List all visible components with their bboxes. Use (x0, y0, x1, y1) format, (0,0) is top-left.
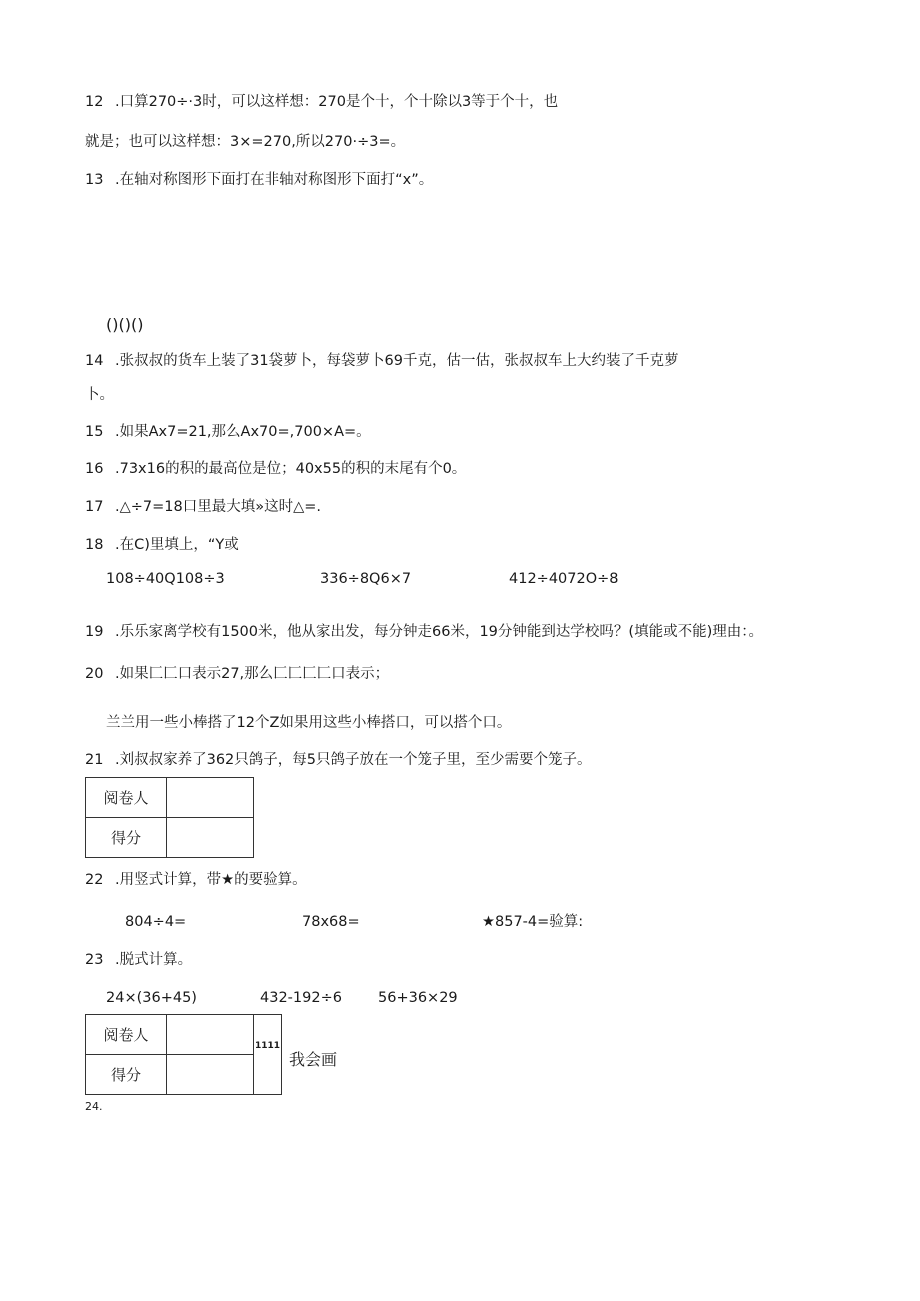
question-number: 20 (85, 666, 104, 682)
score-label: 得分 (86, 1055, 167, 1095)
question-text: .如果Ax7=21,那么Ax70=,700×A=。 (115, 424, 371, 440)
q18-expression: 108÷40Q108÷3 (106, 571, 225, 587)
question-number: 17 (85, 499, 104, 515)
question-number: 16 (85, 461, 104, 477)
reviewer-cell[interactable] (167, 778, 254, 818)
question-text: 卜。 (85, 387, 114, 403)
reviewer-label: 阅卷人 (86, 1015, 167, 1055)
question-number: 12 (85, 94, 104, 110)
q23 (85, 950, 192, 970)
question-text: .在C)里填上，“Y或 (115, 537, 239, 553)
q23-expression: 56+36×29 (378, 990, 458, 1006)
score-cell[interactable] (167, 818, 254, 858)
q14-line2 (85, 385, 114, 405)
q13-answer-blanks: ()()() (106, 315, 144, 334)
question-text: .张叔叔的货车上装了31袋萝卜，每袋萝卜69千克，估一估，张叔叔车上大约装了千克萝 (115, 353, 679, 369)
question-text: .乐乐家离学校有1500米，他从家出发，每分钟走66米，19分钟能到达学校吗？(填能或不能)理由：。 (115, 624, 763, 640)
q19 (85, 622, 763, 642)
question-number: 19 (85, 624, 104, 640)
reviewer-label: 阅卷人 (86, 778, 167, 818)
q12-line2 (85, 132, 405, 152)
score-label: 得分 (86, 818, 167, 858)
ticks-cell: 1111 (254, 1015, 282, 1095)
score-cell[interactable] (167, 1055, 254, 1095)
question-text: .在轴对称图形下面打在非轴对称图形下面打“x”。 (115, 172, 434, 188)
q20-sub: 兰兰用一些小棒搭了12个Z如果用这些小棒搭口，可以搭个口。 (106, 715, 512, 731)
question-text: 就是；也可以这样想：3×=270,所以270·÷3=。 (85, 134, 406, 150)
reviewer-cell[interactable] (167, 1015, 254, 1055)
q16 (85, 459, 466, 479)
question-number: 21 (85, 752, 104, 768)
q20 (85, 664, 389, 684)
question-text: .用竖式计算，带★的要验算。 (115, 872, 307, 888)
q18-expression: 412÷4072O÷8 (509, 571, 619, 587)
question-text: .△÷7=18口里最大填»这时△=. (115, 499, 322, 515)
q15 (85, 422, 371, 442)
q18-expression: 336÷8Q6×7 (320, 571, 412, 587)
q22-expression: 804÷4= (125, 914, 187, 930)
question-text: .73x16的积的最高位是位；40x55的积的末尾有个0。 (115, 461, 467, 477)
question-number: 13 (85, 172, 104, 188)
q21 (85, 750, 592, 770)
question-number: 22 (85, 872, 104, 888)
question-text: .脱式计算。 (115, 952, 193, 968)
question-number: 15 (85, 424, 104, 440)
q14-line1 (85, 351, 679, 371)
question-text: .刘叔叔家养了362只鸽子，每5只鸽子放在一个笼子里，至少需要个笼子。 (115, 752, 592, 768)
question-number: 18 (85, 537, 104, 553)
score-table-1 (85, 777, 254, 858)
section-title: 我会画 (289, 1050, 338, 1069)
q17 (85, 497, 321, 517)
q22-expression: 78x68= (302, 914, 360, 930)
q22 (85, 870, 307, 890)
q23-expression: 24×(36+45) (106, 990, 197, 1006)
question-number: 23 (85, 952, 104, 968)
q13 (85, 170, 433, 190)
question-number: 14 (85, 353, 104, 369)
q12-line1 (85, 92, 558, 112)
q18 (85, 535, 239, 555)
question-text: .如果匚匚口表示27,那么匚匚匚匚口表示； (115, 666, 390, 682)
score-table-2 (85, 1014, 282, 1095)
question-text: .口算270÷·3时，可以这样想：270是个十，个十除以3等于个十，也 (115, 94, 559, 110)
q24-number: 24. (85, 1100, 103, 1113)
q23-expression: 432-192÷6 (260, 990, 342, 1006)
q22-expression: ★857-4=验算: (482, 914, 584, 930)
